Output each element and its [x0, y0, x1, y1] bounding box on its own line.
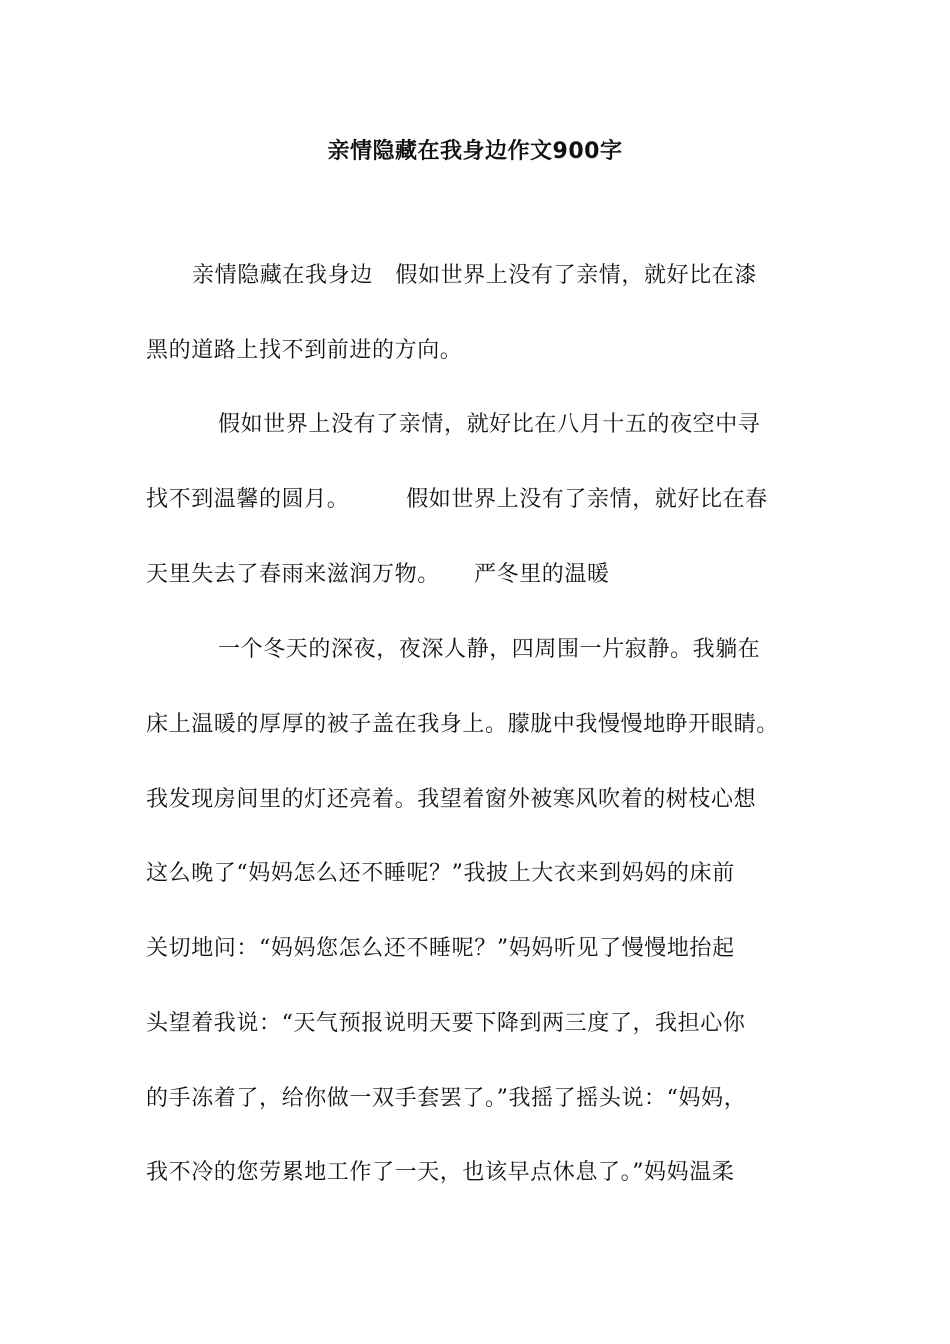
paragraph-line: 这么晚了“妈妈怎么还不睡呢？”我披上大衣来到妈妈的床前	[146, 861, 735, 886]
paragraph-line: 的手冻着了，给你做一双手套罢了。”我摇了摇头说：“妈妈，	[146, 1086, 747, 1111]
paragraph-line: 关切地问：“妈妈您怎么还不睡呢？”妈妈听见了慢慢地抬起	[146, 936, 735, 961]
paragraph-line: 亲情隐藏在我身边 假如世界上没有了亲情，就好比在漆	[192, 263, 758, 288]
paragraph-line: 头望着我说：“天气预报说明天要下降到两三度了，我担心你	[146, 1011, 746, 1036]
document-title: 亲情隐藏在我身边作文900字	[327, 139, 623, 164]
paragraph-line: 一个冬天的深夜，夜深人静，四周围一片寂静。我躺在	[218, 637, 761, 662]
paragraph-line: 找不到温馨的圆月。 假如世界上没有了亲情，就好比在春	[146, 487, 768, 512]
paragraph-line: 床上温暖的厚厚的被子盖在我身上。朦胧中我慢慢地睁开眼睛。	[146, 712, 779, 737]
paragraph-line: 天里失去了春雨来滋润万物。 严冬里的温暖	[146, 562, 610, 587]
paragraph-line: 我发现房间里的灯还亮着。我望着窗外被寒风吹着的树枝心想	[146, 787, 757, 812]
paragraph-line: 我不冷的您劳累地工作了一天，也该早点休息了。”妈妈温柔	[146, 1160, 735, 1185]
paragraph-line: 黑的道路上找不到前进的方向。	[146, 338, 463, 363]
paragraph-line: 假如世界上没有了亲情，就好比在八月十五的夜空中寻	[218, 412, 761, 437]
